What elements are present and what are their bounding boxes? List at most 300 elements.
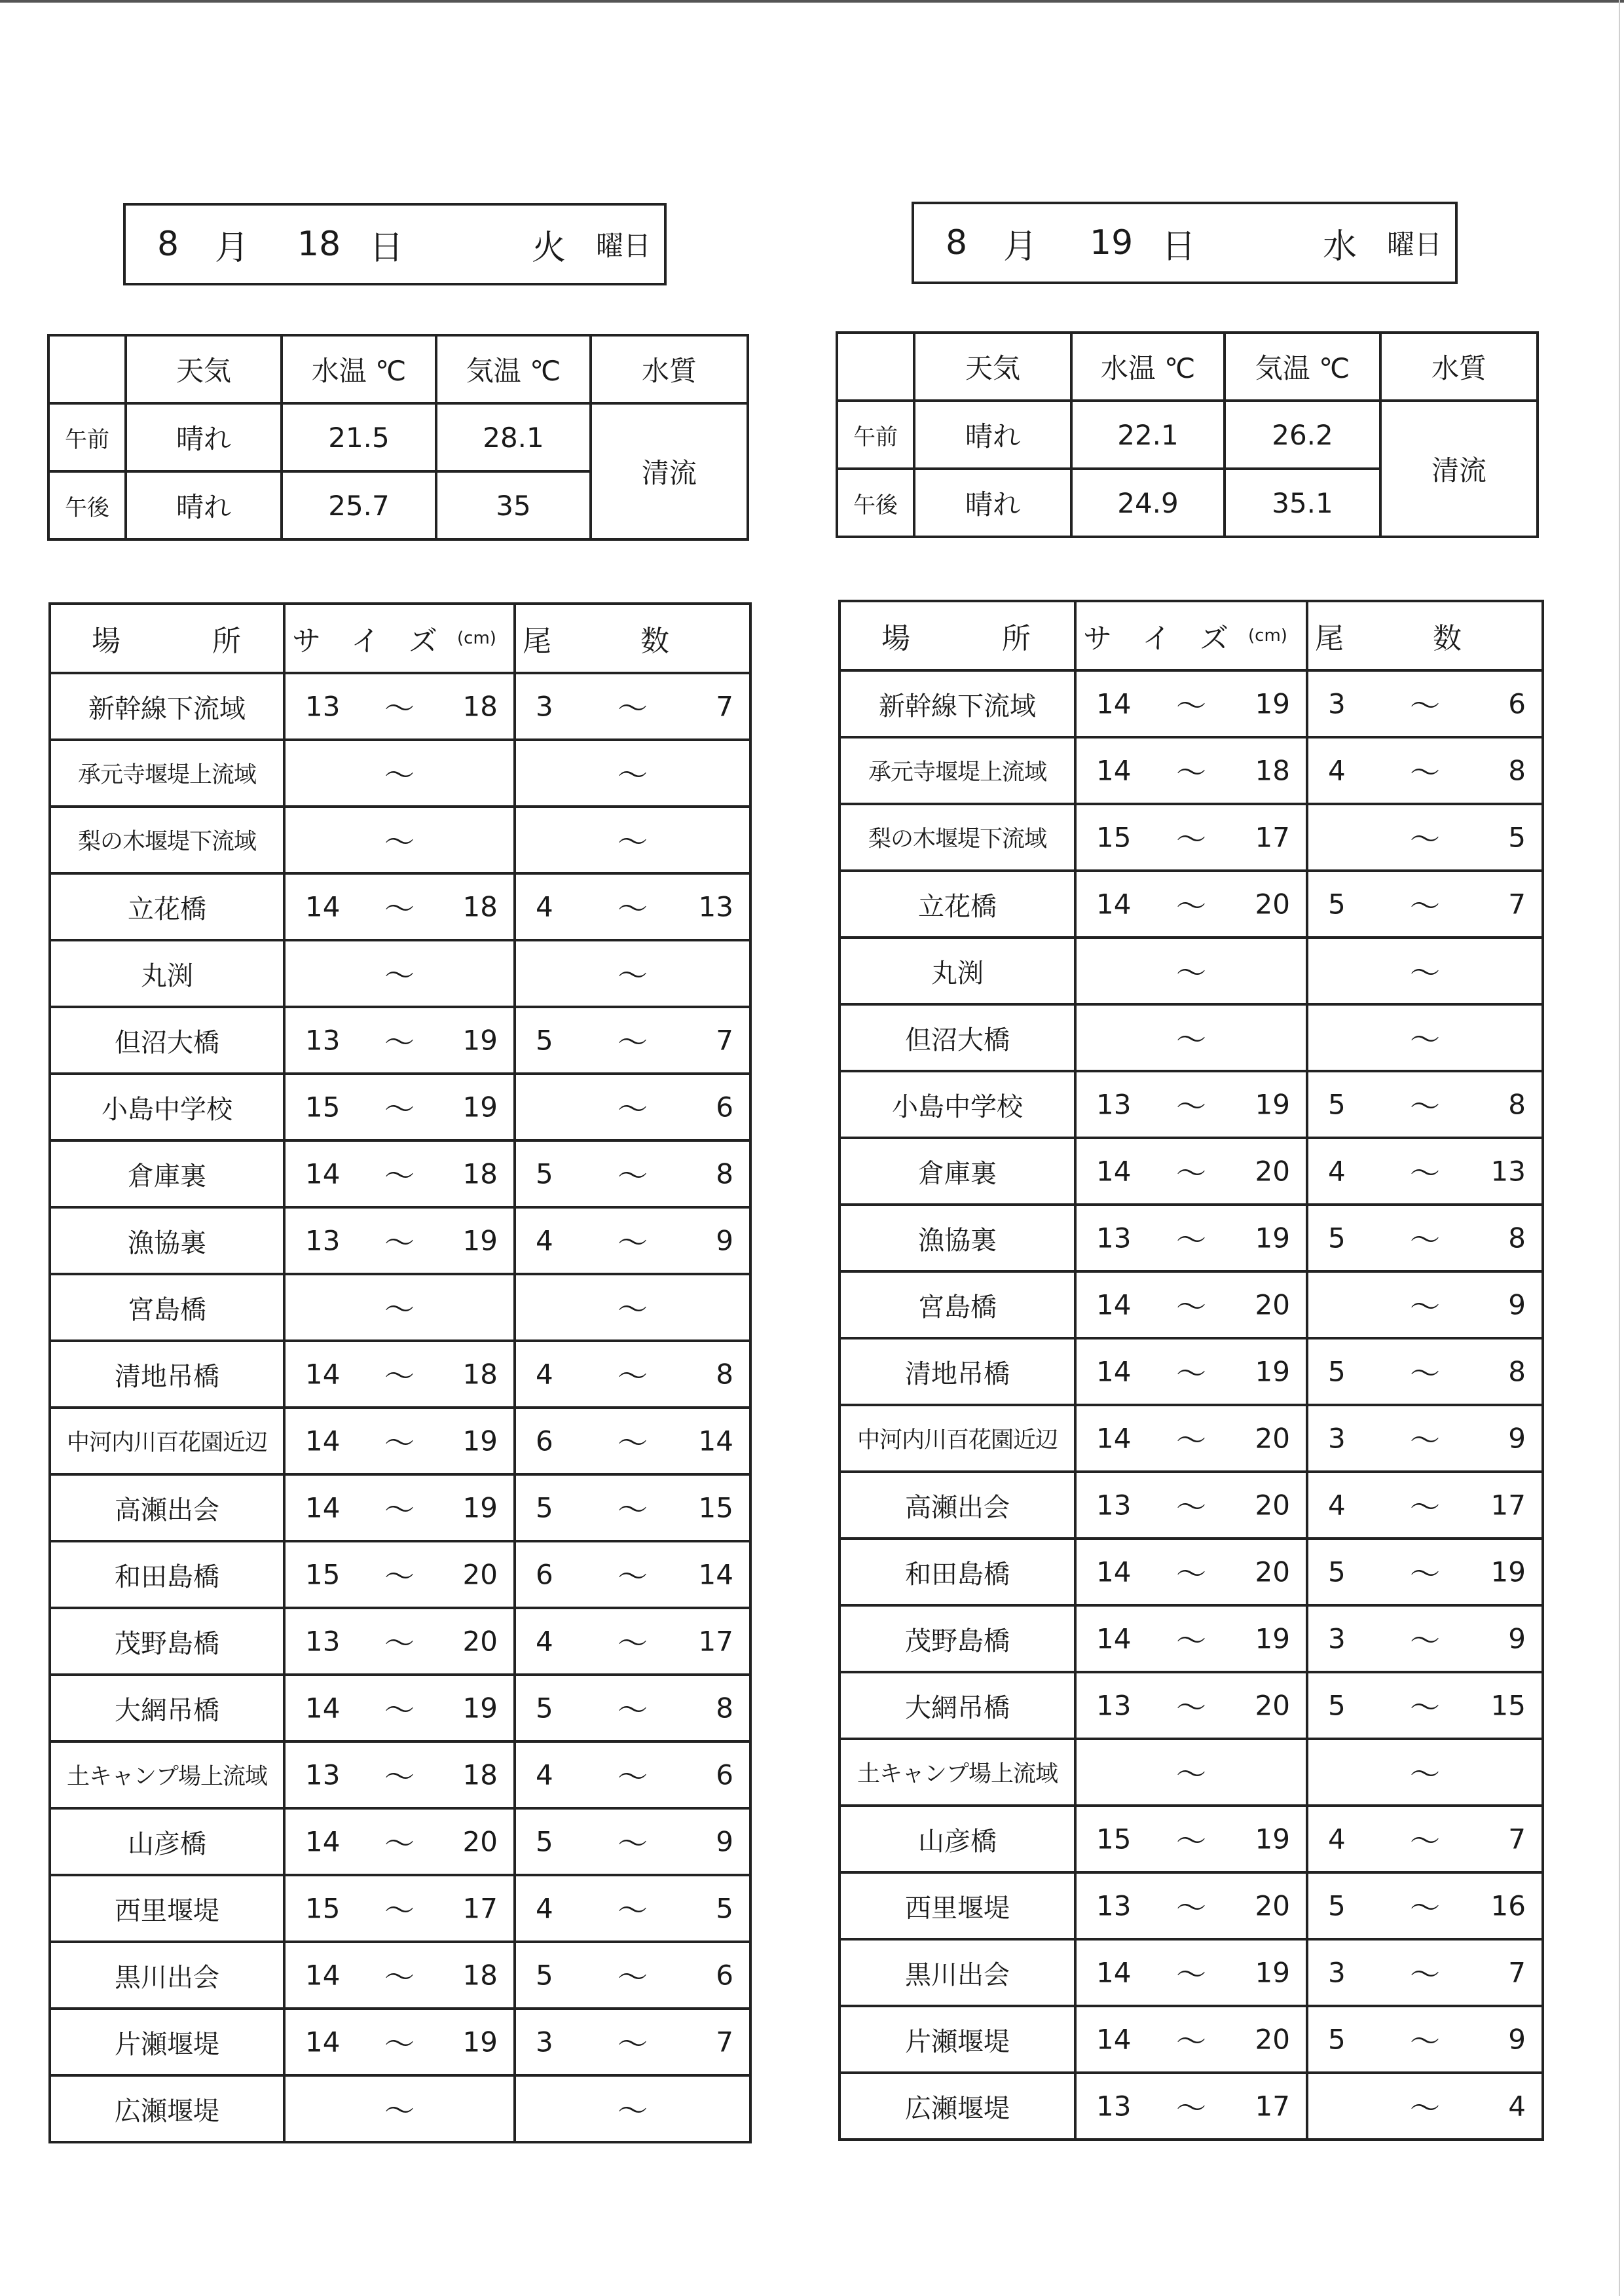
tilde-mark: 〜	[1410, 688, 1440, 723]
location-name: 土キャンプ場上流域	[840, 1739, 1075, 1806]
size-range-max: 20	[1255, 1288, 1290, 1321]
tilde-mark: 〜	[1176, 1022, 1206, 1057]
count-range-min: 5	[1328, 1689, 1346, 1722]
right-header-count-2: 数	[1433, 622, 1462, 655]
size-range	[1075, 1605, 1307, 1672]
location-name: 宮島橋	[840, 1271, 1075, 1338]
count-range	[515, 2075, 750, 2142]
location-name: 中河内川百花園近辺	[50, 1408, 284, 1474]
tilde-mark: 〜	[1176, 955, 1206, 991]
size-range	[284, 1942, 515, 2009]
table-row	[50, 1341, 750, 1408]
count-range-min: 4	[536, 1224, 553, 1257]
tilde-mark: 〜	[384, 2026, 415, 2062]
location-name: 承元寺堰堤上流域	[840, 737, 1075, 804]
size-range	[284, 740, 515, 807]
count-range-min: 5	[1328, 1889, 1346, 1922]
count-range-min: 3	[536, 690, 553, 723]
count-range-min: 5	[536, 1024, 553, 1057]
size-range-max: 20	[1255, 1489, 1290, 1522]
size-range	[1075, 1271, 1307, 1338]
tilde-mark: 〜	[618, 1158, 648, 1194]
tilde-mark: 〜	[1410, 1890, 1440, 1925]
tilde-mark: 〜	[384, 1425, 415, 1461]
size-range-min: 14	[1096, 1622, 1132, 1655]
size-range-max: 19	[462, 1491, 498, 1524]
count-range-max: 9	[1508, 1422, 1526, 1455]
count-range-max: 4	[1508, 2090, 1526, 2123]
count-range	[515, 2009, 750, 2075]
count-range-min: 3	[1328, 1956, 1346, 1989]
page-top-rule	[0, 0, 1624, 3]
table-row	[840, 1472, 1543, 1539]
count-range	[515, 1875, 750, 1942]
location-name: 片瀬堰堤	[50, 2009, 284, 2075]
right-am-weather: 晴れ	[914, 401, 1071, 469]
count-range	[515, 940, 750, 1007]
size-range	[1075, 804, 1307, 871]
tilde-mark: 〜	[1176, 1823, 1206, 1859]
size-range	[284, 1741, 515, 1808]
count-range-max: 8	[1508, 1088, 1526, 1121]
size-range	[1075, 1539, 1307, 1605]
tilde-mark: 〜	[1176, 822, 1206, 857]
tilde-mark: 〜	[384, 958, 415, 993]
size-range-max: 19	[462, 1091, 498, 1123]
count-range-min: 3	[1328, 1622, 1346, 1655]
count-range	[1307, 670, 1543, 737]
tilde-mark: 〜	[1176, 1757, 1206, 1792]
tilde-mark: 〜	[1410, 2024, 1440, 2059]
right-header-size-unit: (cm)	[1248, 626, 1287, 646]
size-range-max: 20	[462, 1625, 498, 1658]
count-range-max: 8	[1508, 1222, 1526, 1254]
tilde-mark: 〜	[618, 1559, 648, 1594]
size-range-min: 14	[1096, 2023, 1132, 2056]
tilde-mark: 〜	[384, 1692, 415, 1728]
location-name: 但沼大橋	[50, 1007, 284, 1074]
table-row	[840, 1739, 1543, 1806]
table-row	[50, 1140, 750, 1207]
page-right-edge	[1619, 0, 1620, 2296]
left-header-size-1: サ	[292, 625, 321, 658]
count-range-min: 4	[1328, 1823, 1346, 1855]
right-pm-water-temp: 24.9	[1071, 469, 1225, 537]
count-range-min: 5	[1328, 888, 1346, 920]
tilde-mark: 〜	[618, 1759, 648, 1795]
count-range-min: 4	[536, 1358, 553, 1391]
left-header-count	[515, 604, 750, 673]
right-header-count-1: 尾	[1315, 622, 1344, 655]
table-row	[50, 940, 750, 1007]
location-name: 但沼大橋	[840, 1004, 1075, 1071]
size-range-max: 17	[1255, 2090, 1290, 2123]
tilde-mark: 〜	[1410, 1356, 1440, 1391]
count-range-min: 6	[536, 1558, 553, 1591]
count-range	[515, 873, 750, 940]
count-range-max: 6	[716, 1091, 733, 1123]
table-row	[840, 1205, 1543, 1271]
count-range-min: 4	[536, 1758, 553, 1791]
table-row	[50, 1274, 750, 1341]
count-range-max: 9	[1508, 1288, 1526, 1321]
count-range-max: 5	[1508, 821, 1526, 854]
size-range	[1075, 1872, 1307, 1939]
tilde-mark: 〜	[1176, 1957, 1206, 1992]
count-range	[1307, 1271, 1543, 1338]
table-row	[840, 1004, 1543, 1071]
size-range-max: 19	[1255, 687, 1290, 720]
right-fish-header-row	[840, 601, 1543, 670]
count-range-min: 4	[536, 890, 553, 923]
tilde-mark: 〜	[618, 1626, 648, 1661]
count-range-max: 15	[1490, 1689, 1526, 1722]
table-row	[50, 673, 750, 740]
count-range	[1307, 1338, 1543, 1405]
table-row	[50, 1007, 750, 1074]
size-range-min: 14	[305, 1358, 341, 1391]
size-range-min: 13	[1096, 1222, 1132, 1254]
size-range	[1075, 670, 1307, 737]
location-name: 丸渕	[840, 938, 1075, 1004]
tilde-mark: 〜	[1176, 1089, 1206, 1124]
size-range	[1075, 1071, 1307, 1138]
table-row	[840, 737, 1543, 804]
tilde-mark: 〜	[384, 1025, 415, 1060]
right-date-weekday-unit: 曜日	[1387, 228, 1443, 261]
right-am-air-temp: 26.2	[1225, 401, 1380, 469]
size-range-max: 18	[462, 890, 498, 923]
size-range-max: 19	[462, 1692, 498, 1724]
table-row	[840, 1539, 1543, 1605]
tilde-mark: 〜	[618, 891, 648, 926]
left-weather-corner	[48, 335, 126, 403]
size-range	[284, 2075, 515, 2142]
size-range-max: 18	[462, 1758, 498, 1791]
size-range	[1075, 1205, 1307, 1271]
size-range-max: 19	[462, 1024, 498, 1057]
right-date-day-unit: 日	[1162, 227, 1196, 266]
size-range-min: 14	[1096, 1556, 1132, 1588]
tilde-mark: 〜	[618, 1025, 648, 1060]
location-name: 新幹線下流域	[50, 673, 284, 740]
right-header-size	[1075, 601, 1307, 670]
size-range-min: 15	[1096, 1823, 1132, 1855]
count-range	[1307, 1806, 1543, 1872]
location-name: 黒川出会	[840, 1939, 1075, 2006]
location-name: 広瀬堰堤	[840, 2073, 1075, 2140]
tilde-mark: 〜	[1410, 955, 1440, 991]
size-range-max: 17	[462, 1892, 498, 1925]
count-range-max: 9	[716, 1825, 733, 1858]
right-weather-header-water-quality: 水質	[1380, 333, 1538, 401]
left-pm-weather: 晴れ	[126, 471, 282, 539]
right-header-size-2: イ	[1142, 622, 1171, 655]
count-range-min: 5	[536, 1157, 553, 1190]
location-name: 高瀬出会	[840, 1472, 1075, 1539]
count-range-min: 5	[1328, 2023, 1346, 2056]
size-range	[1075, 1472, 1307, 1539]
location-name: 立花橋	[50, 873, 284, 940]
size-range	[284, 873, 515, 940]
count-range-max: 7	[1508, 1823, 1526, 1855]
left-fish-header-row	[50, 604, 750, 673]
location-name: 新幹線下流域	[840, 670, 1075, 737]
count-range	[1307, 1071, 1543, 1138]
left-header-size-unit: (cm)	[457, 629, 496, 648]
count-range	[1307, 1939, 1543, 2006]
table-row	[50, 1608, 750, 1675]
left-header-count-2: 数	[640, 625, 669, 658]
size-range-min: 14	[1096, 1288, 1132, 1321]
tilde-mark: 〜	[1410, 755, 1440, 790]
right-am-water-temp: 22.1	[1071, 401, 1225, 469]
count-range	[515, 1140, 750, 1207]
left-date-weekday: 火	[532, 228, 566, 268]
count-range-min: 5	[536, 1491, 553, 1524]
size-range-max: 18	[462, 1157, 498, 1190]
size-range	[284, 1875, 515, 1942]
left-header-count-1: 尾	[523, 625, 551, 658]
tilde-mark: 〜	[618, 1492, 648, 1527]
size-range-max: 20	[1255, 888, 1290, 920]
count-range-min: 5	[536, 1959, 553, 1992]
count-range-max: 17	[698, 1625, 733, 1658]
count-range	[1307, 1672, 1543, 1739]
tilde-mark: 〜	[618, 958, 648, 993]
count-range-max: 13	[698, 890, 733, 923]
table-row	[840, 1872, 1543, 1939]
size-range-min: 14	[1096, 1355, 1132, 1388]
location-name: 漁協裏	[840, 1205, 1075, 1271]
size-range-min: 14	[305, 1959, 341, 1992]
right-weather-header-row	[837, 333, 1538, 401]
location-name: 中河内川百花園近辺	[840, 1405, 1075, 1472]
right-weather-table	[836, 331, 1539, 538]
size-range-min: 14	[305, 1825, 341, 1858]
size-range-max: 19	[1255, 1956, 1290, 1989]
left-date-day: 18	[297, 225, 341, 264]
tilde-mark: 〜	[1410, 1823, 1440, 1859]
left-header-place	[50, 604, 284, 673]
tilde-mark: 〜	[618, 1292, 648, 1327]
count-range-max: 17	[1490, 1489, 1526, 1522]
count-range	[515, 1207, 750, 1274]
size-range	[284, 1608, 515, 1675]
left-pm-label: 午後	[48, 471, 126, 539]
table-row	[840, 871, 1543, 938]
size-range	[284, 1541, 515, 1608]
size-range-min: 14	[1096, 888, 1132, 920]
right-header-size-3: ズ	[1200, 622, 1228, 655]
size-range-max: 18	[462, 690, 498, 723]
left-weather-table	[47, 334, 749, 541]
size-range-max: 19	[462, 1425, 498, 1457]
tilde-mark: 〜	[1410, 1423, 1440, 1458]
size-range-min: 14	[1096, 1956, 1132, 1989]
count-range-max: 16	[1490, 1889, 1526, 1922]
size-range	[1075, 2006, 1307, 2073]
size-range-max: 19	[1255, 1622, 1290, 1655]
count-range	[515, 1741, 750, 1808]
size-range-max: 20	[462, 1558, 498, 1591]
size-range	[1075, 1939, 1307, 2006]
table-row	[50, 873, 750, 940]
size-range-max: 20	[1255, 1889, 1290, 1922]
count-range-min: 5	[536, 1825, 553, 1858]
size-range-max: 20	[462, 1825, 498, 1858]
size-range-min: 14	[305, 2026, 341, 2058]
table-row	[840, 1605, 1543, 1672]
location-name: 倉庫裏	[50, 1140, 284, 1207]
tilde-mark: 〜	[618, 1425, 648, 1461]
count-range	[515, 1341, 750, 1408]
size-range-max: 17	[1255, 821, 1290, 854]
tilde-mark: 〜	[384, 1492, 415, 1527]
table-row	[840, 804, 1543, 871]
count-range-max: 7	[716, 690, 733, 723]
table-row	[50, 2009, 750, 2075]
tilde-mark: 〜	[384, 1091, 415, 1127]
count-range	[1307, 737, 1543, 804]
tilde-mark: 〜	[1176, 1289, 1206, 1324]
tilde-mark: 〜	[1176, 2024, 1206, 2059]
size-range-min: 14	[305, 1157, 341, 1190]
tilde-mark: 〜	[1410, 2090, 1440, 2126]
size-range	[284, 1207, 515, 1274]
table-row	[50, 1675, 750, 1741]
table-row	[840, 1138, 1543, 1205]
count-range	[515, 1474, 750, 1541]
count-range-max: 8	[1508, 1355, 1526, 1388]
size-range-min: 14	[305, 890, 341, 923]
tilde-mark: 〜	[384, 1225, 415, 1260]
size-range-min: 15	[1096, 821, 1132, 854]
tilde-mark: 〜	[1410, 1156, 1440, 1191]
tilde-mark: 〜	[1176, 1690, 1206, 1725]
tilde-mark: 〜	[384, 824, 415, 860]
count-range	[1307, 938, 1543, 1004]
count-range-min: 4	[1328, 1155, 1346, 1188]
size-range	[284, 940, 515, 1007]
table-row	[840, 2073, 1543, 2140]
tilde-mark: 〜	[384, 691, 415, 726]
size-range-min: 13	[305, 1224, 341, 1257]
left-header-size-2: イ	[351, 625, 380, 658]
size-range	[1075, 1739, 1307, 1806]
location-name: 黒川出会	[50, 1942, 284, 2009]
count-range-max: 7	[1508, 888, 1526, 920]
size-range-min: 14	[1096, 1422, 1132, 1455]
tilde-mark: 〜	[1410, 1489, 1440, 1525]
count-range	[1307, 1739, 1543, 1806]
count-range	[1307, 1539, 1543, 1605]
table-row	[50, 2075, 750, 2142]
left-am-water-temp: 21.5	[282, 403, 436, 471]
table-row	[50, 1074, 750, 1140]
size-range	[1075, 1004, 1307, 1071]
size-range-max: 19	[1255, 1823, 1290, 1855]
tilde-mark: 〜	[1176, 1556, 1206, 1592]
left-date-day-unit: 日	[369, 228, 404, 268]
count-range-min: 4	[1328, 754, 1346, 787]
tilde-mark: 〜	[618, 824, 648, 860]
table-row	[840, 938, 1543, 1004]
table-row	[50, 1408, 750, 1474]
tilde-mark: 〜	[1176, 1222, 1206, 1258]
size-range-min: 14	[305, 1425, 341, 1457]
table-row	[50, 1808, 750, 1875]
tilde-mark: 〜	[384, 1826, 415, 1861]
tilde-mark: 〜	[1410, 1957, 1440, 1992]
table-row	[840, 1071, 1543, 1138]
size-range-min: 13	[1096, 1088, 1132, 1121]
count-range-max: 7	[716, 2026, 733, 2058]
size-range	[1075, 1338, 1307, 1405]
location-name: 茂野島橋	[840, 1605, 1075, 1672]
count-range-max: 9	[1508, 2023, 1526, 2056]
size-range	[1075, 2073, 1307, 2140]
left-header-place-2: 所	[212, 625, 241, 658]
size-range	[1075, 1672, 1307, 1739]
size-range	[284, 673, 515, 740]
count-range-min: 5	[1328, 1088, 1346, 1121]
table-row	[840, 1271, 1543, 1338]
location-name: 大網吊橋	[50, 1675, 284, 1741]
size-range-min: 13	[305, 1625, 341, 1658]
tilde-mark: 〜	[384, 1292, 415, 1327]
count-range	[515, 1408, 750, 1474]
left-pm-water-temp: 25.7	[282, 471, 436, 539]
tilde-mark: 〜	[618, 1225, 648, 1260]
left-water-quality: 清流	[591, 403, 748, 539]
location-name: 清地吊橋	[840, 1338, 1075, 1405]
tilde-mark: 〜	[1176, 688, 1206, 723]
size-range-min: 13	[1096, 1889, 1132, 1922]
tilde-mark: 〜	[1176, 2090, 1206, 2126]
right-header-place-1: 場	[881, 622, 910, 655]
tilde-mark: 〜	[384, 1959, 415, 1995]
right-am-label: 午前	[837, 401, 914, 469]
size-range-min: 13	[305, 690, 341, 723]
right-weather-header-air-temp: 気温 ℃	[1225, 333, 1380, 401]
location-name: 宮島橋	[50, 1274, 284, 1341]
table-row	[50, 740, 750, 807]
size-range-max: 19	[462, 1224, 498, 1257]
left-date-month: 8	[157, 225, 179, 264]
right-date-box	[912, 202, 1458, 284]
count-range	[515, 1274, 750, 1341]
count-range	[1307, 1605, 1543, 1672]
count-range	[1307, 1138, 1543, 1205]
count-range-min: 5	[536, 1692, 553, 1724]
tilde-mark: 〜	[1176, 755, 1206, 790]
table-row	[840, 1939, 1543, 2006]
count-range	[1307, 804, 1543, 871]
size-range-min: 15	[305, 1091, 341, 1123]
left-weather-header-row	[48, 335, 748, 403]
count-range-min: 5	[1328, 1222, 1346, 1254]
tilde-mark: 〜	[1410, 1556, 1440, 1592]
count-range-min: 4	[536, 1892, 553, 1925]
location-name: 広瀬堰堤	[50, 2075, 284, 2142]
right-header-count	[1307, 601, 1543, 670]
table-row	[50, 1942, 750, 2009]
size-range	[1075, 1806, 1307, 1872]
count-range	[515, 1074, 750, 1140]
tilde-mark: 〜	[1410, 1623, 1440, 1658]
location-name: 小島中学校	[840, 1071, 1075, 1138]
